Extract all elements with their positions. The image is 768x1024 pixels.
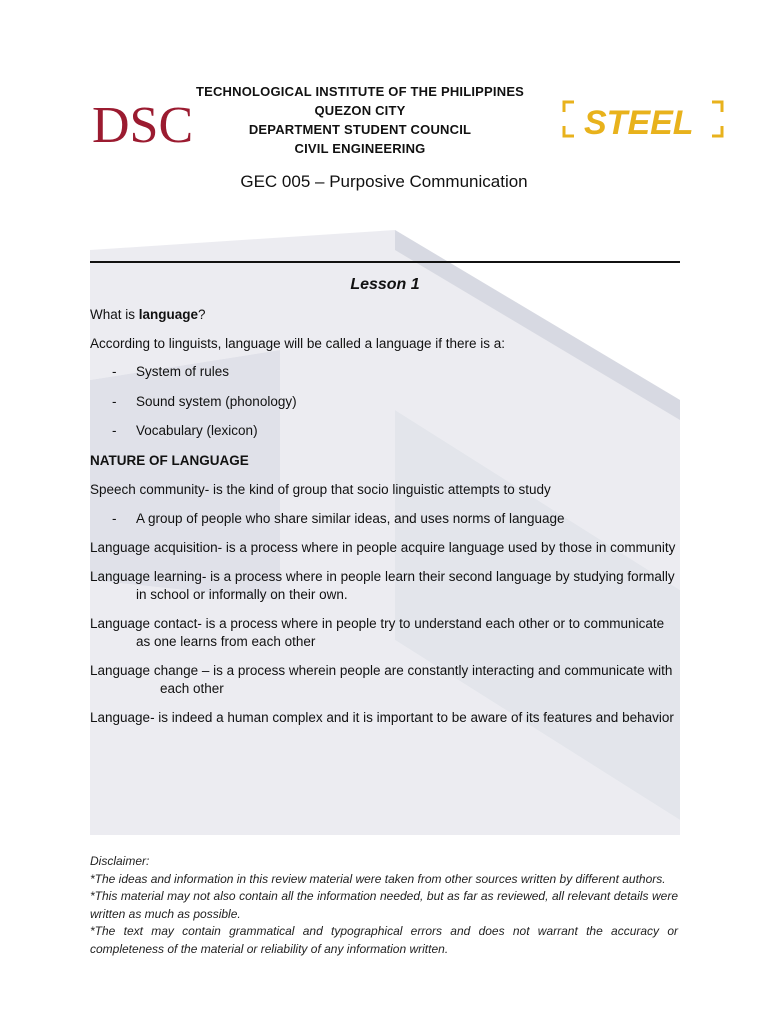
question-keyword: language xyxy=(138,307,199,322)
speech-community-paragraph: Speech community- is the kind of group that socio linguistic attempts to study xyxy=(90,482,551,497)
council-name: DEPARTMENT STUDENT COUNCIL xyxy=(248,122,472,137)
disclaimer xyxy=(90,853,678,958)
criteria-item: - Sound system (phonology) xyxy=(112,393,297,409)
dsc-logo-text: DSC xyxy=(92,97,194,154)
contact-paragraph: Language contact- is a process where in people try to understand each other or to communicate as one learns from each other xyxy=(90,615,665,649)
disclaimer-line: *The ideas and information in this review material were taken from other sources written by different authors. xyxy=(90,871,666,886)
steel-logo-text: STEEL xyxy=(584,104,694,142)
steel-logo xyxy=(560,90,728,153)
lesson-title: Lesson 1 xyxy=(350,276,420,293)
learning-paragraph: Language learning- is a process where in people learn their second language by studying formallyin school or informally on their own. xyxy=(90,568,675,602)
divider xyxy=(90,261,680,263)
language-definition-paragraph: Language- is indeed a human complex and it is important to be aware of its features and behavior xyxy=(90,709,674,725)
disclaimer-label: Disclaimer: xyxy=(90,854,150,868)
header xyxy=(170,82,550,158)
dsc-logo xyxy=(90,92,194,157)
speech-community-bullet: - A group of people who share similar ideas, and uses norms of language xyxy=(112,510,565,526)
criteria-item: - System of rules xyxy=(112,364,230,379)
change-paragraph: Language change – is a process wherein people are constantly interacting and communicate witheach other xyxy=(90,662,673,696)
institution-name: TECHNOLOGICAL INSTITUTE OF THE PHILIPPINES xyxy=(195,84,525,99)
department-name: CIVIL ENGINEERING xyxy=(294,141,426,156)
disclaimer-line: *This material may not also contain all the information needed, but as far as reviewed, all relevant details were written as much as possible. xyxy=(90,889,678,921)
intro-paragraph: According to linguists, language will be called a language if there is a: xyxy=(90,335,506,351)
section-heading: NATURE OF LANGUAGE xyxy=(90,452,249,468)
course-title: GEC 005 – Purposive Communication xyxy=(240,172,528,191)
criteria-item: - Vocabulary (lexicon) xyxy=(112,423,258,438)
acquisition-paragraph: Language acquisition- is a process where in people acquire language used by those in community xyxy=(90,540,676,555)
disclaimer-line: *The text may contain grammatical and typographical errors and does not warrant the accuracy or completeness of the material or reliability of any information written. xyxy=(90,924,678,956)
city-name: QUEZON CITY xyxy=(314,103,406,118)
lesson-body xyxy=(90,306,685,737)
question-line: What is language? xyxy=(90,307,206,322)
